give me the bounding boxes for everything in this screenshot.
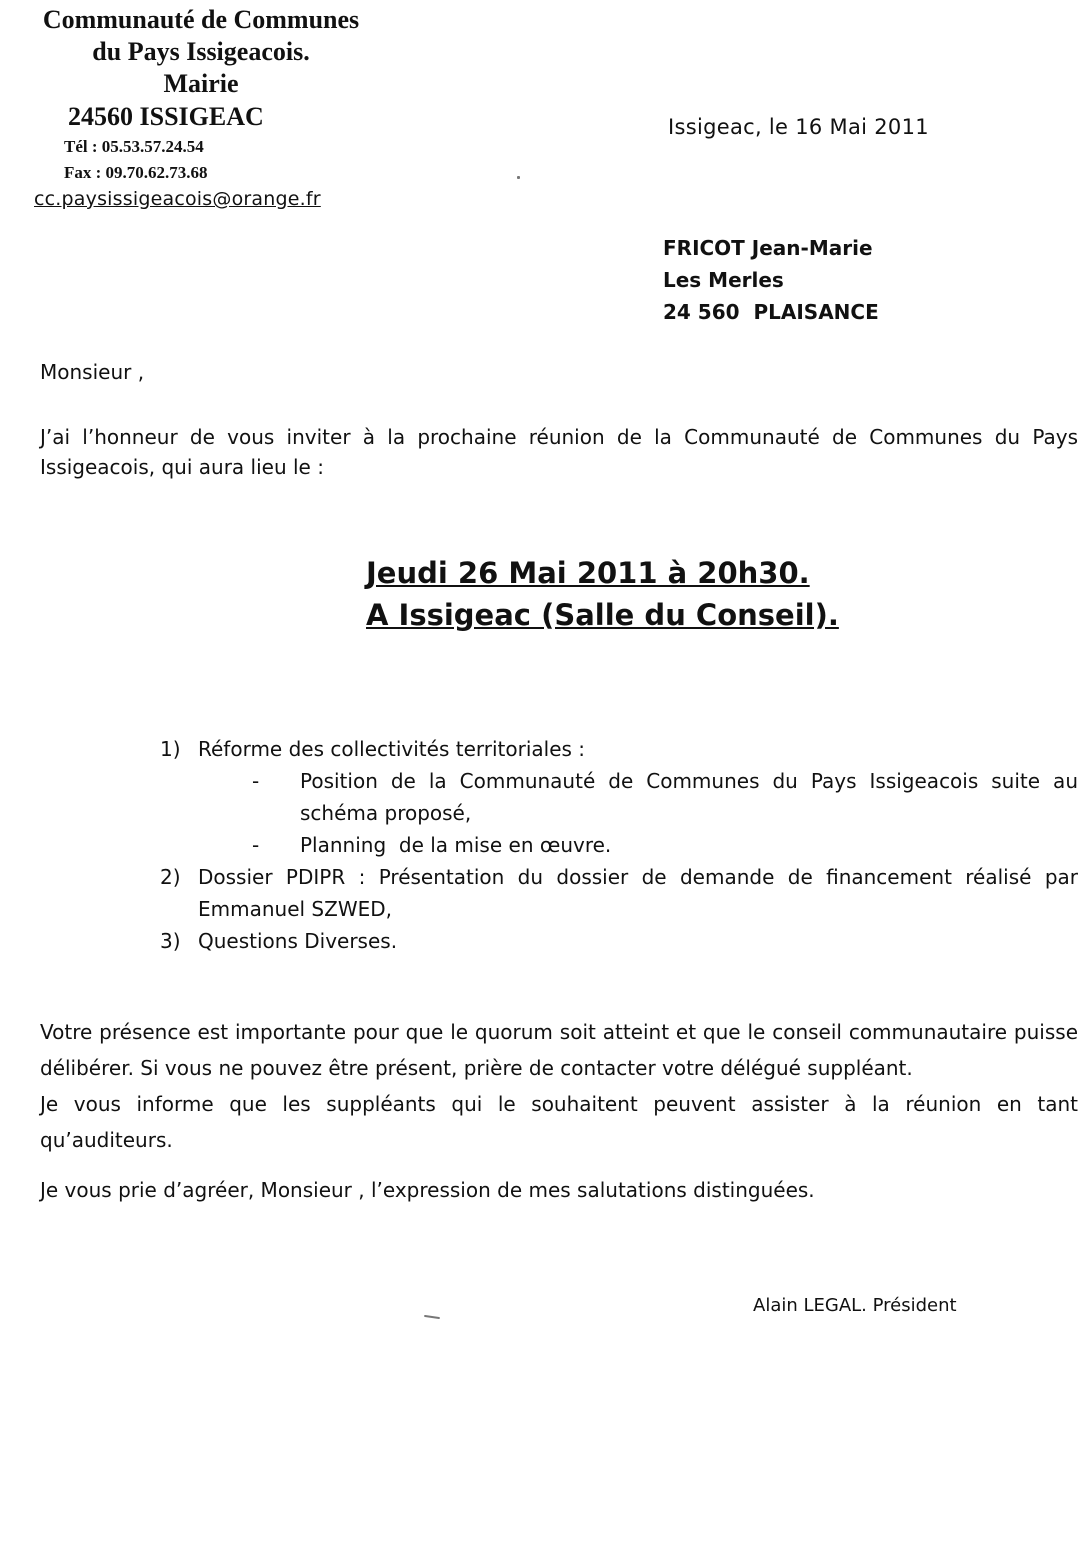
sender-org-line2: du Pays Issigeacois.: [92, 37, 310, 66]
sender-block: [6, 4, 396, 212]
intro-paragraph: J’ai l’honneur de vous inviter à la prochaine réunion de la Communauté de Communes du Pays Issigeacois, qui aura lieu le :: [40, 425, 1078, 479]
sender-mairie: Mairie: [163, 69, 239, 98]
closing-paragraph: Je vous informe que les suppléants qui le souhaitent peuvent assister à la réunion en tant qu’auditeurs.: [40, 1092, 1078, 1152]
agenda-sub-item-text: Planning de la mise en œuvre.: [300, 833, 612, 857]
agenda-item-text: Dossier PDIPR : Présentation du dossier de demande de financement réalisé par Emmanuel SZWED,: [198, 865, 1078, 921]
regards-line: Je vous prie d’agréer, Monsieur , l’expression de mes salutations distinguées.: [40, 1178, 815, 1202]
agenda-item: [160, 733, 1078, 765]
sender-postal-city: 24560 ISSIGEAC: [68, 102, 264, 131]
scan-speck: [517, 176, 520, 179]
agenda-item: [160, 861, 1078, 925]
agenda-item-text: Questions Diverses.: [198, 929, 398, 953]
agenda-sub-item-dash: -: [252, 833, 260, 857]
closing-paragraphs: [40, 1014, 1078, 1158]
recipient-address: Les Merles: [663, 268, 784, 292]
agenda-item: [160, 925, 1078, 957]
recipient-postal-city: 24 560 PLAISANCE: [663, 300, 879, 324]
agenda-list: [160, 733, 1078, 957]
agenda-sub-item: [160, 829, 1078, 861]
sender-email-link[interactable]: cc.paysissigeacois@orange.fr: [34, 188, 321, 210]
recipient-name: FRICOT Jean-Marie: [663, 236, 873, 260]
meeting-date-time: Jeudi 26 Mai 2011 à 20h30.: [366, 556, 810, 590]
agenda-sub-item-dash: -: [252, 769, 260, 793]
agenda-item-text: Réforme des collectivités territoriales :: [198, 737, 586, 761]
agenda-item-number: 2): [160, 865, 181, 889]
meeting-location: A Issigeac (Salle du Conseil).: [366, 598, 839, 632]
recipient-block: [663, 232, 879, 328]
agenda-sub-item: [160, 765, 1078, 829]
scan-speck: [424, 1315, 440, 1319]
place-date: Issigeac, le 16 Mai 2011: [668, 115, 929, 139]
agenda-item-number: 3): [160, 929, 181, 953]
sender-org-line1: Communauté de Communes: [42, 5, 360, 34]
salutation: Monsieur ,: [40, 360, 145, 384]
agenda-sub-item-text: Position de la Communauté de Communes du Pays Issigeacois suite au schéma proposé,: [300, 769, 1078, 825]
agenda-item-number: 1): [160, 737, 181, 761]
sender-fax: Fax : 09.70.62.73.68: [64, 163, 208, 182]
signature: Alain LEGAL. Président: [753, 1295, 957, 1316]
sender-phone: Tél : 05.53.57.24.54: [64, 137, 204, 156]
closing-paragraph: Votre présence est importante pour que le quorum soit atteint et que le conseil communautaire puisse délibérer. Si vous ne pouvez être présent, prière de contacter votre délégué suppléant.: [40, 1020, 1078, 1080]
meeting-details: [366, 552, 839, 636]
